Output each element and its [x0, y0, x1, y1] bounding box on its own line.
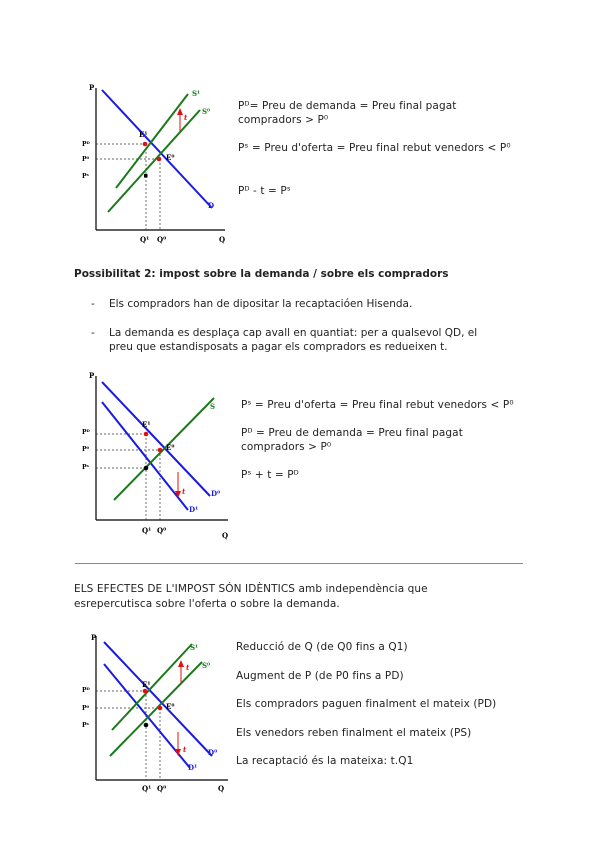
- ps-point: [144, 723, 149, 728]
- e1-label: E¹: [142, 420, 151, 429]
- d-label: D: [208, 201, 215, 210]
- q0-label: Q⁰: [157, 235, 167, 244]
- bullet-1: [91, 297, 531, 313]
- figure-3-combined-tax-diagram: [80, 628, 240, 800]
- q-axis-label: Q: [222, 531, 229, 540]
- e1-label: E¹: [139, 130, 148, 139]
- bullet-1-dash: -: [91, 298, 95, 310]
- p0-label: P⁰: [82, 446, 90, 453]
- d0-label: D⁰: [211, 489, 221, 498]
- supply-curve-s0: [110, 662, 202, 756]
- d1-label: D¹: [188, 763, 198, 772]
- figure-3-note-3: Els compradors paguen finalment el mateix (PD): [236, 698, 497, 710]
- demand-curve: [102, 90, 215, 210]
- figure-2-note-ps: Pˢ = Preu d'oferta = Preu final rebut venedors < P⁰: [241, 399, 514, 411]
- demand-curve-d0: [104, 642, 212, 756]
- tax-label-down: t: [183, 745, 187, 754]
- equilibrium-e1-point: [143, 142, 148, 147]
- figure-1-note-eq: Pᴰ - t = Pˢ: [238, 185, 291, 197]
- figure-3-note-4: Els venedors reben finalment el mateix (PS): [236, 727, 472, 739]
- d0-label: D⁰: [208, 748, 218, 757]
- s-label: S: [210, 402, 216, 411]
- ps-point: [144, 466, 149, 471]
- figure-1-supply-tax-diagram: [80, 80, 240, 250]
- figure-2-note-pd: Pᴰ = Preu de demanda = Preu final pagat: [241, 427, 463, 439]
- supply-curve-s0: [108, 110, 200, 212]
- s1-label: S¹: [190, 643, 199, 652]
- tax-label-up: t: [186, 663, 190, 672]
- tax-arrow-up-head: [178, 660, 184, 667]
- section-3-line-1: ELS EFECTES DE L'IMPOST SÓN IDÈNTICS amb independència que: [74, 583, 428, 595]
- figure-2-demand-tax-diagram: [80, 368, 240, 540]
- q1-label: Q¹: [140, 235, 150, 244]
- ps-label: Pˢ: [82, 173, 89, 180]
- p-axis-label: P: [91, 633, 97, 642]
- tax-label: t: [184, 113, 188, 122]
- demand-curve-d0: [102, 382, 210, 496]
- tax-arrow-head: [177, 108, 183, 115]
- e0-label: E⁰: [166, 443, 175, 452]
- figure-3-note-1: Reducció de Q (de Q0 fins a Q1): [236, 641, 408, 653]
- e1-label: E¹: [142, 680, 151, 689]
- figure-3-note-5: La recaptació és la mateixa: t.Q1: [236, 755, 414, 767]
- pd-label: Pᴰ: [82, 141, 90, 148]
- bullet-2-text-line1: La demanda es desplaça cap avall en quantiat: per a qualsevol QD, el: [109, 327, 478, 339]
- s1-label: S¹: [192, 89, 201, 98]
- equilibrium-e1-point: [144, 432, 149, 437]
- p-axis-label: P: [89, 371, 95, 380]
- figure-1-note-ps: Pˢ = Preu d'oferta = Preu final rebut venedors < P⁰: [238, 142, 511, 154]
- bullet-2-text-line2: preu que estandisposats a pagar els compradors es redueixen t.: [109, 341, 448, 353]
- equilibrium-e0-point: [157, 157, 162, 162]
- figure-2-note-pd-cont: compradors > P⁰: [241, 441, 332, 453]
- q0-label: Q⁰: [157, 526, 167, 535]
- bullet-2-dash: -: [91, 327, 95, 339]
- d1-label: D¹: [189, 505, 199, 514]
- q0-label: Q⁰: [157, 784, 167, 793]
- s0-label: S⁰: [202, 661, 211, 670]
- q-axis-label: Q: [218, 784, 225, 793]
- p0-label: P⁰: [82, 156, 90, 163]
- s0-label: S⁰: [202, 107, 211, 116]
- tax-label: t: [182, 487, 186, 496]
- bullet-1-text: Els compradors han de dipositar la recaptacióen Hisenda.: [109, 298, 413, 310]
- pd-label: Pᴰ: [82, 429, 90, 436]
- ps-label: Pˢ: [82, 464, 89, 471]
- figure-2-note-eq: Pˢ + t = Pᴰ: [241, 469, 299, 481]
- p-axis-label: P: [89, 83, 95, 92]
- q-axis-label: Q: [219, 235, 226, 244]
- pd-label: Pᴰ: [82, 687, 90, 694]
- supply-curve-s1: [116, 94, 188, 188]
- demand-curve-d1: [102, 402, 188, 510]
- e0-label: E⁰: [166, 702, 175, 711]
- figure-1-note-pd-cont: compradors > P⁰: [238, 114, 329, 126]
- equilibrium-e1-point: [143, 689, 148, 694]
- figure-1-note-pd: Pᴰ= Preu de demanda = Preu final pagat: [238, 100, 457, 112]
- section-3-line-2: esrepercutisca sobre l'oferta o sobre la demanda.: [74, 598, 340, 610]
- equilibrium-e0-point: [158, 706, 163, 711]
- figure-3-note-2: Augment de P (de P0 fins a PD): [236, 670, 404, 682]
- q1-label: Q¹: [142, 526, 152, 535]
- bullet-2: [91, 326, 531, 356]
- e0-label: E⁰: [166, 153, 175, 162]
- p0-label: P⁰: [82, 705, 90, 712]
- equilibrium-e0-point: [158, 448, 163, 453]
- q1-label: Q¹: [142, 784, 152, 793]
- ps-point: [144, 174, 148, 178]
- section-2-heading: Possibilitat 2: impost sobre la demanda / sobre els compradors: [74, 268, 449, 280]
- section-divider: [75, 563, 523, 564]
- ps-label: Pˢ: [82, 722, 89, 729]
